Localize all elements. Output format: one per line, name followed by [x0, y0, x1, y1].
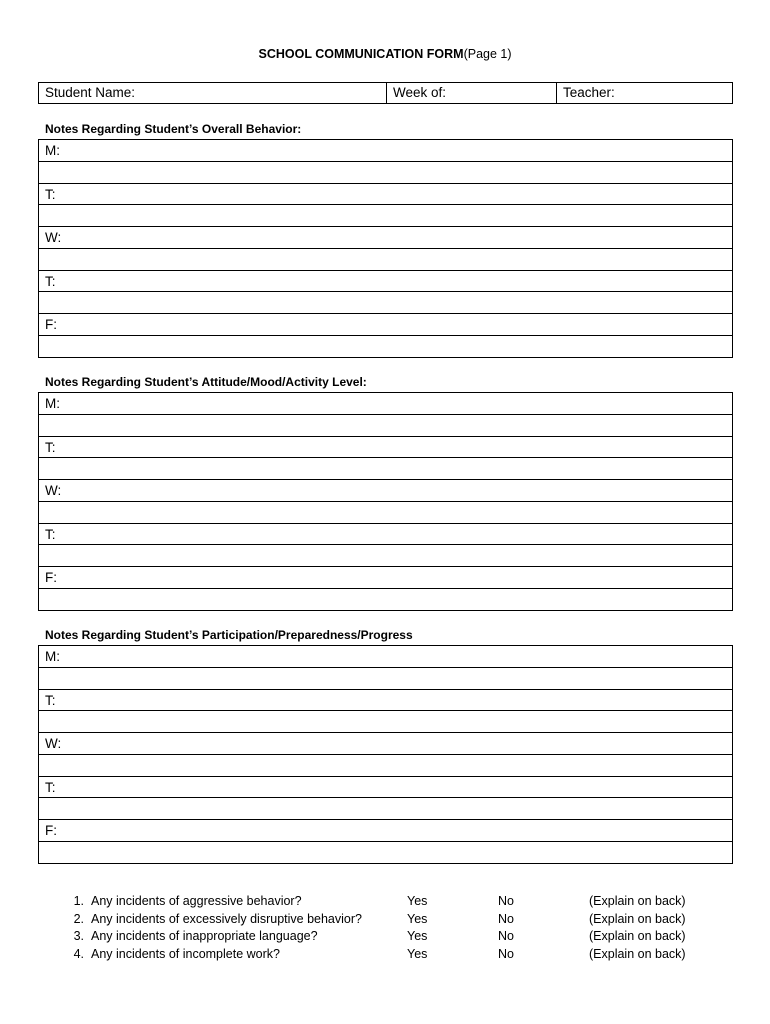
notes-line[interactable]: [39, 336, 732, 357]
day-label[interactable]: T:: [39, 777, 732, 799]
question-row: [62, 928, 742, 946]
incident-questions: [62, 893, 742, 963]
notes-line[interactable]: [39, 205, 732, 226]
section-label-behavior: Notes Regarding Student’s Overall Behavior:: [45, 122, 302, 136]
day-label[interactable]: T:: [39, 524, 732, 546]
no-option[interactable]: No: [498, 911, 514, 926]
notes-line[interactable]: [39, 711, 732, 732]
explain-note: (Explain on back): [589, 929, 686, 944]
question-text: Any incidents of incomplete work?: [91, 946, 280, 961]
no-option[interactable]: No: [498, 894, 514, 908]
day-block: [39, 480, 732, 524]
notes-line[interactable]: [39, 755, 732, 776]
teacher-field[interactable]: Teacher:: [556, 83, 732, 103]
day-label[interactable]: M:: [39, 140, 732, 162]
question-text: Any incidents of inappropriate language?: [91, 929, 318, 944]
day-label[interactable]: W:: [39, 733, 732, 755]
day-label[interactable]: T:: [39, 184, 732, 206]
notes-table-attitude: [38, 392, 733, 611]
explain-note: (Explain on back): [589, 911, 686, 926]
day-label[interactable]: F:: [39, 314, 732, 336]
day-label[interactable]: F:: [39, 820, 732, 842]
notes-line[interactable]: [39, 249, 732, 270]
day-block: [39, 393, 732, 437]
day-block: [39, 820, 732, 864]
day-block: [39, 314, 732, 358]
notes-line[interactable]: [39, 292, 732, 313]
notes-line[interactable]: [39, 545, 732, 566]
yes-option[interactable]: Yes: [407, 946, 428, 961]
day-block: [39, 646, 732, 690]
section-label-participation: Notes Regarding Student’s Participation/Preparedness/Progress: [45, 628, 413, 642]
notes-line[interactable]: [39, 162, 732, 183]
notes-line[interactable]: [39, 842, 732, 863]
week-of-field[interactable]: Week of:: [386, 83, 556, 103]
no-option[interactable]: No: [498, 946, 514, 961]
notes-table-participation: [38, 645, 733, 864]
form-title-main: SCHOOL COMMUNICATION FORM: [258, 47, 464, 61]
day-block: [39, 733, 732, 777]
day-block: [39, 184, 732, 228]
day-label[interactable]: F:: [39, 567, 732, 589]
day-block: [39, 437, 732, 481]
notes-line[interactable]: [39, 502, 732, 523]
day-label[interactable]: T:: [39, 437, 732, 459]
day-block: [39, 524, 732, 568]
day-label[interactable]: T:: [39, 690, 732, 712]
notes-line[interactable]: [39, 589, 732, 610]
notes-line[interactable]: [39, 415, 732, 436]
yes-option[interactable]: Yes: [407, 911, 428, 926]
notes-table-behavior: [38, 139, 733, 358]
day-label[interactable]: M:: [39, 393, 732, 415]
question-number: 1.: [73, 894, 84, 908]
question-row: [62, 893, 742, 911]
question-row: [62, 911, 742, 929]
notes-line[interactable]: [39, 668, 732, 689]
day-label[interactable]: T:: [39, 271, 732, 293]
notes-line[interactable]: [39, 458, 732, 479]
day-block: [39, 227, 732, 271]
notes-line[interactable]: [39, 798, 732, 819]
day-label[interactable]: M:: [39, 646, 732, 668]
question-number: 4.: [73, 946, 84, 961]
section-label-attitude: Notes Regarding Student’s Attitude/Mood/Activity Level:: [45, 375, 367, 389]
day-label[interactable]: W:: [39, 480, 732, 502]
question-number: 3.: [73, 929, 84, 944]
day-block: [39, 567, 732, 611]
day-block: [39, 777, 732, 821]
day-block: [39, 690, 732, 734]
yes-option[interactable]: Yes: [407, 929, 428, 944]
yes-option[interactable]: Yes: [407, 894, 428, 908]
header-fields: [38, 82, 733, 104]
form-title: [0, 47, 770, 61]
form-title-page: (Page 1): [463, 47, 512, 61]
explain-note: (Explain on back): [589, 946, 686, 961]
question-text: Any incidents of excessively disruptive behavior?: [91, 911, 362, 926]
day-label[interactable]: W:: [39, 227, 732, 249]
day-block: [39, 271, 732, 315]
explain-note: (Explain on back): [589, 894, 686, 908]
student-name-field[interactable]: Student Name:: [45, 85, 136, 100]
question-text: Any incidents of aggressive behavior?: [91, 894, 302, 908]
no-option[interactable]: No: [498, 929, 514, 944]
day-block: [39, 140, 732, 184]
question-number: 2.: [73, 911, 84, 926]
question-row: [62, 946, 742, 964]
